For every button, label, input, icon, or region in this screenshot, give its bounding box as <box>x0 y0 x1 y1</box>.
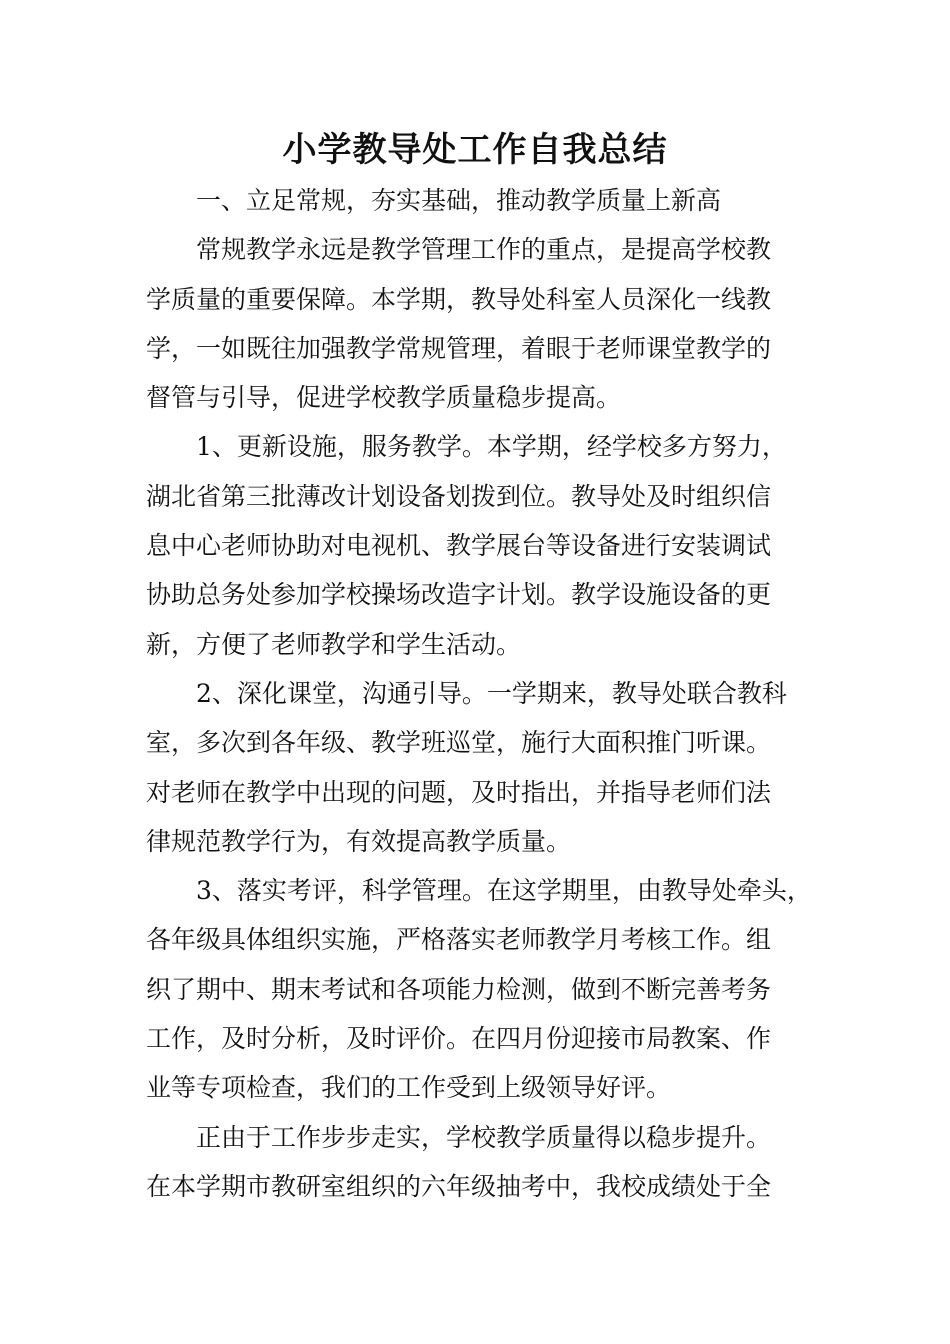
paragraph-line: 工作，及时分析，及时评价。在四月份迎接市局教案、作 <box>146 1024 772 1054</box>
paragraph-line: 常规教学永远是教学管理工作的重点，是提高学校教 <box>196 235 772 265</box>
paragraph-line: 2、深化课堂，沟通引导。一学期来，教导处联合教科 <box>196 678 787 708</box>
paragraph-line: 湖北省第三批薄改计划设备划拨到位。教导处及时组织信 <box>146 481 772 511</box>
paragraph-line: 学质量的重要保障。本学期，教导处科室人员深化一线教 <box>146 284 772 314</box>
paragraph-line: 业等专项检查，我们的工作受到上级领导好评。 <box>146 1073 672 1103</box>
paragraph-line: 各年级具体组织实施，严格落实老师教学月考核工作。组 <box>146 925 772 955</box>
paragraph-line: 织了期中、期末考试和各项能力检测，做到不断完善考务 <box>146 974 772 1004</box>
paragraph-line: 正由于工作步步走实，学校教学质量得以稳步提升。 <box>196 1122 772 1152</box>
paragraph-line: 学，一如既往加强教学常规管理，着眼于老师课堂教学的 <box>146 333 772 363</box>
paragraph-line: 督管与引导，促进学校教学质量稳步提高。 <box>146 383 622 413</box>
paragraph-line: 在本学期市教研室组织的六年级抽考中，我校成绩处于全 <box>146 1171 772 1201</box>
paragraph-line: 室，多次到各年级、教学班巡堂，施行大面积推门听课。 <box>146 728 772 758</box>
paragraph-line: 新，方便了老师教学和学生活动。 <box>146 629 522 659</box>
section-heading: 一、立足常规，夯实基础，推动教学质量上新高 <box>196 186 722 215</box>
document-body <box>146 176 810 1211</box>
paragraph-line: 对老师在教学中出现的问题，及时指出，并指导老师们法 <box>146 777 772 807</box>
paragraph-line: 律规范教学行为，有效提高教学质量。 <box>146 826 572 856</box>
paragraph-line: 息中心老师协助对电视机、教学展台等设备进行安装调试 <box>146 531 772 561</box>
paragraph-line: 3、落实考评，科学管理。在这学期里，由教导处牵头， <box>196 876 812 906</box>
paragraph-line: 协助总务处参加学校操场改造字计划。教学设施设备的更 <box>146 580 772 610</box>
document-title: 小学教导处工作自我总结 <box>282 130 668 170</box>
paragraph-line: 1、更新设施，服务教学。本学期，经学校多方努力， <box>196 432 787 462</box>
